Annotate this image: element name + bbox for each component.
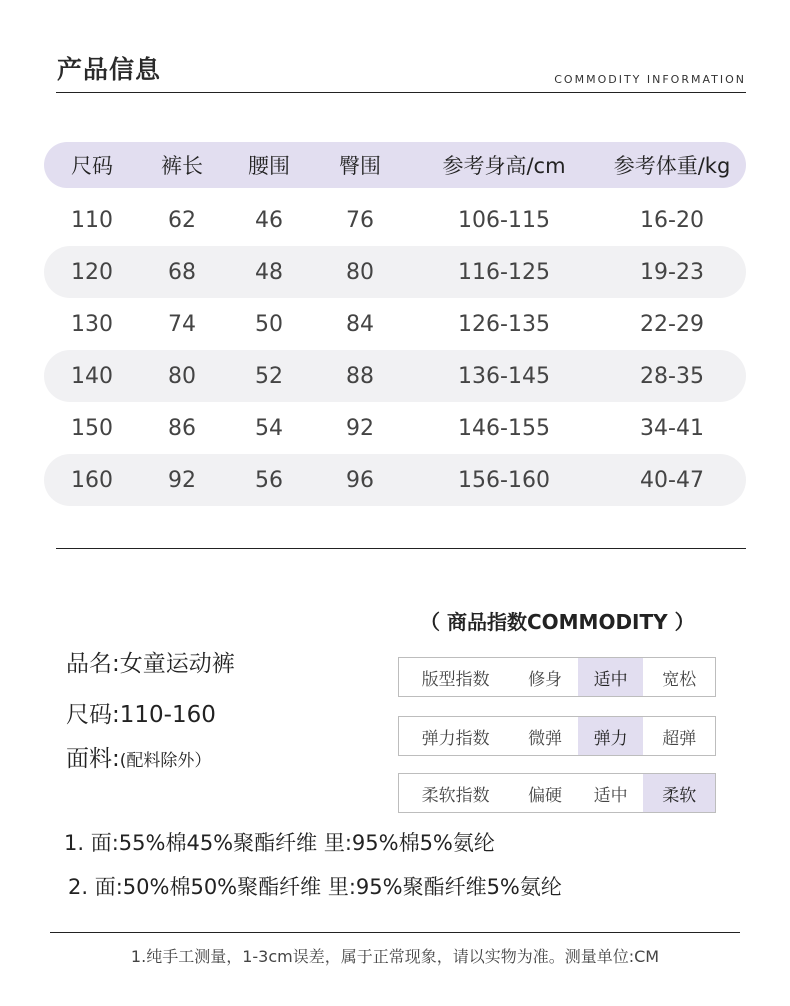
- table-cell: 16-20: [640, 207, 704, 233]
- column-header-weight: 参考体重/kg: [613, 154, 731, 178]
- index-label: 柔软指数: [421, 785, 490, 806]
- index-row-fit: [398, 657, 716, 697]
- fabric-line-2: 2. 面:50%棉50%聚酯纤维 里:95%聚酯纤维5%氨纶: [68, 875, 562, 899]
- table-row: [44, 454, 746, 506]
- table-cell: 40-47: [640, 467, 704, 493]
- table-cell: 150: [71, 415, 113, 441]
- index-option: 偏硬: [528, 785, 563, 806]
- table-cell: 92: [346, 415, 374, 441]
- product-name: 品名:女童运动裤: [66, 651, 235, 677]
- index-option: 微弹: [528, 728, 563, 749]
- column-header-waist: 腰围: [248, 154, 290, 178]
- table-cell: 156-160: [458, 467, 550, 493]
- table-cell: 50: [255, 311, 283, 337]
- measurement-note: 1.纯手工测量，1-3cm误差，属于正常现象，请以实物为准。测量单位:CM: [130, 947, 660, 966]
- index-option: 宽松: [662, 669, 697, 690]
- fabric-note: (配料除外）: [119, 751, 212, 771]
- index-option: 适中: [593, 785, 628, 806]
- table-cell: 80: [168, 363, 196, 389]
- table-cell: 52: [255, 363, 283, 389]
- index-option: 修身: [528, 669, 563, 690]
- column-header-length: 裤长: [161, 154, 203, 178]
- table-cell: 116-125: [458, 259, 550, 285]
- table-cell: 140: [71, 363, 113, 389]
- table-cell: 48: [255, 259, 283, 285]
- product-fabric: [66, 740, 211, 773]
- size-table: [44, 142, 746, 506]
- index-row-stretch: [398, 716, 716, 756]
- index-option: 超弹: [662, 728, 697, 749]
- index-row-softness: [398, 773, 716, 813]
- table-cell: 110: [71, 207, 113, 233]
- fabric-line-1: 1. 面:55%棉45%聚酯纤维 里:95%棉5%氨纶: [64, 831, 495, 855]
- table-cell: 88: [346, 363, 374, 389]
- table-cell: 146-155: [458, 415, 550, 441]
- index-option-selected: 柔软: [643, 774, 715, 812]
- table-header-row: [44, 142, 746, 188]
- table-cell: 126-135: [458, 311, 550, 337]
- index-option-selected: 弹力: [578, 717, 644, 755]
- table-cell: 76: [346, 207, 374, 233]
- table-row: [44, 402, 746, 454]
- table-cell: 80: [346, 259, 374, 285]
- page-title: 产品信息: [57, 55, 162, 84]
- index-option-selected: 适中: [578, 658, 644, 696]
- index-panel-title: （ 商品指数COMMODITY ）: [420, 610, 695, 634]
- table-cell: 62: [168, 207, 196, 233]
- divider-top: [56, 92, 746, 93]
- divider-middle: [56, 548, 746, 549]
- table-cell: 160: [71, 467, 113, 493]
- column-header-height: 参考身高/cm: [442, 154, 566, 178]
- index-label: 弹力指数: [421, 728, 490, 749]
- divider-bottom: [50, 932, 740, 933]
- table-cell: 28-35: [640, 363, 704, 389]
- table-cell: 106-115: [458, 207, 550, 233]
- page-subtitle: COMMODITY INFORMATION: [554, 73, 746, 86]
- table-cell: 22-29: [640, 311, 704, 337]
- table-row: [44, 350, 746, 402]
- table-row: [44, 246, 746, 298]
- fabric-label: 面料:: [66, 746, 120, 772]
- table-cell: 130: [71, 311, 113, 337]
- table-cell: 96: [346, 467, 374, 493]
- table-cell: 68: [168, 259, 196, 285]
- column-header-hip: 臀围: [339, 154, 381, 178]
- table-cell: 46: [255, 207, 283, 233]
- table-cell: 84: [346, 311, 374, 337]
- table-cell: 92: [168, 467, 196, 493]
- table-row: [44, 194, 746, 246]
- index-label: 版型指数: [421, 669, 490, 690]
- product-size: 尺码:110-160: [66, 702, 216, 728]
- table-cell: 19-23: [640, 259, 704, 285]
- table-cell: 86: [168, 415, 196, 441]
- table-cell: 74: [168, 311, 196, 337]
- table-row: [44, 298, 746, 350]
- table-cell: 54: [255, 415, 283, 441]
- column-header-size: 尺码: [71, 154, 113, 178]
- table-cell: 120: [71, 259, 113, 285]
- table-cell: 136-145: [458, 363, 550, 389]
- table-cell: 56: [255, 467, 283, 493]
- table-cell: 34-41: [640, 415, 704, 441]
